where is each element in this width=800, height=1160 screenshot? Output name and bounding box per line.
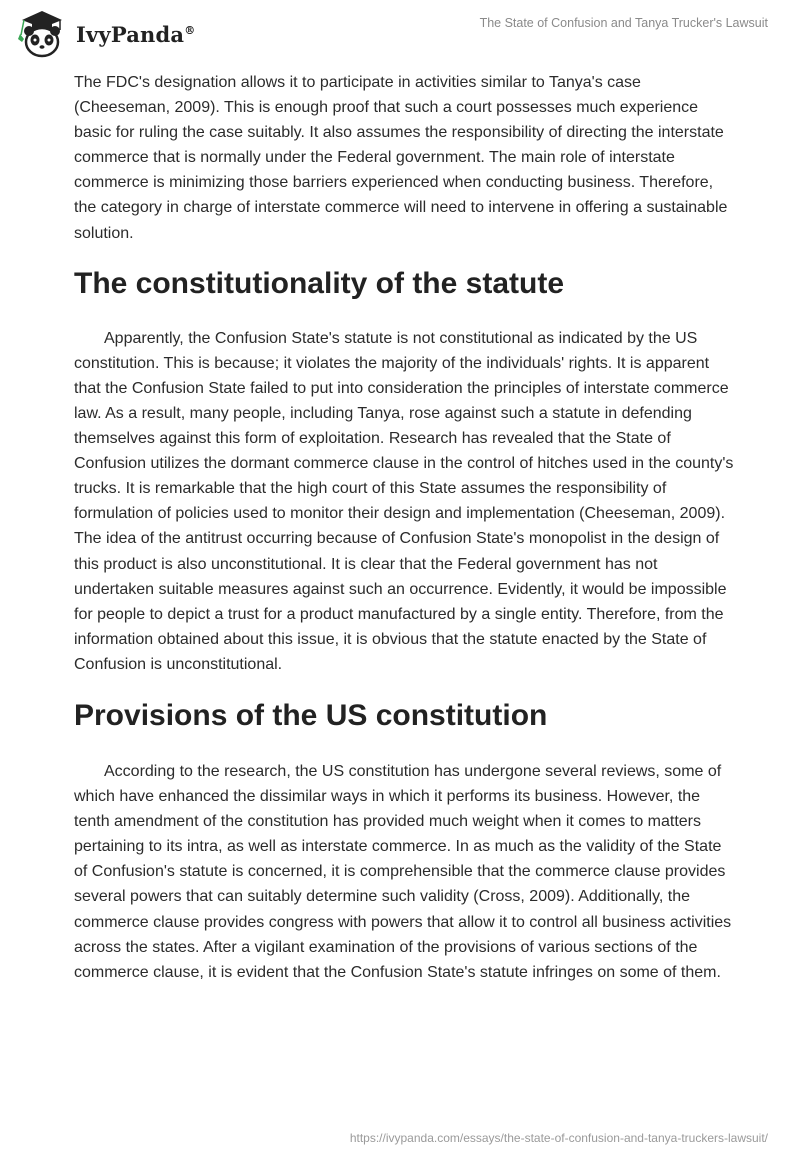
document-title: The State of Confusion and Tanya Trucker's Lawsuit (479, 16, 768, 30)
section-paragraph-provisions: According to the research, the US constitution has undergone several reviews, some of which have enhanced the dissimilar ways in which it performs its business. However, the tenth amendment of the constitution has provided much weight when it comes to matters pertaining to its intra, as well as interstate commerce. In as much as the validity of the State of Confusion's statute is concerned, it is comprehensible that the commerce clause provides several powers that can suitably determine such validity (Cross, 2009). Additionally, the commerce clause provides congress with powers that allow it to control all business activities across the states. After a vigilant examination of the provisions of various sections of the commerce clause, it is evident that the Confusion State's statute infringes on some of them. (74, 762, 732, 981)
intro-paragraph: The FDC's designation allows it to participate in activities similar to Tanya's case (Cheeseman, 2009). This is enough proof that such a court possesses much experience basic for ruling the case suitably. It also assumes the responsibility of directing the interstate commerce that is normally under the Federal government. The main role of interstate commerce is minimizing those barriers experienced when conducting business. Therefore, the category in charge of interstate commerce will need to intervene in offering a sustainable solution. (74, 74, 728, 242)
page-header (0, 0, 800, 66)
brand-logo[interactable] (14, 6, 195, 62)
panda-logo-icon (14, 6, 70, 62)
brand-name: IvyPanda® (76, 21, 196, 47)
section-paragraph-constitutionality: Apparently, the Confusion State's statute is not constitutional as indicated by the US constitution. This is because; it violates the majority of the individuals' rights. It is apparent that the Confusion State failed to put into consideration the principles of interstate commerce law. As a result, many people, including Tanya, rose against such a statute in defending themselves against this form of exploitation. Research has revealed that the State of Confusion utilizes the dormant commerce clause in the control of hitches used in the county's trucks. It is remarkable that the high court of this State assumes the responsibility of formulation of policies used to monitor their design and implementation (Cheeseman, 2009). The idea of the antitrust occurring because of Confusion State's monopolist in the design of this product is also unconstitutional. It is clear that the Federal government has not undertaken suitable measures against such an occurrence. Evidently, it would be impossible for people to depict a trust for a product manufactured by a single entity. Therefore, from the information obtained about this issue, it is obvious that the statute enacted by the State of Confusion is unconstitutional. (74, 329, 734, 673)
source-url[interactable]: https://ivypanda.com/essays/the-state-of-confusion-and-tanya-truckers-lawsuit/ (349, 1131, 768, 1145)
section-heading-provisions: Provisions of the US constitution (74, 698, 548, 732)
article-body (74, 70, 734, 985)
section-heading-constitutionality: The constitutionality of the statute (74, 266, 565, 300)
